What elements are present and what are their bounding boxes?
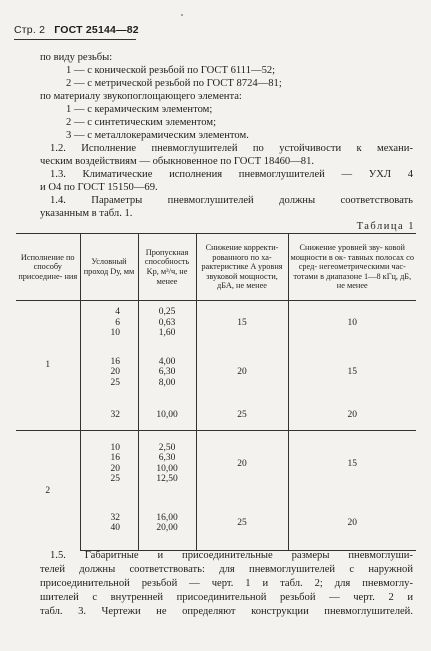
section-1-5-line-2: телей должны соответствовать: для пневмоглушителей с наружной (40, 564, 413, 575)
octave-cell: 15 (288, 431, 416, 497)
header-rule (14, 39, 136, 40)
by-thread-heading: по виду резьбы: (40, 52, 113, 63)
table-row (16, 301, 416, 345)
material-item-2: 2 — с синтетическим элементом; (66, 117, 217, 128)
nominal-bore-cell: 32 40 (80, 497, 138, 551)
nominal-bore-cell: 10 16 20 25 (80, 431, 138, 497)
table-row (16, 431, 416, 497)
section-1-3-line-2: и О4 по ГОСТ 15150—69. (40, 182, 158, 193)
section-1-5-line-4: шителей с внутренней присоединительной резьбой — черт. 2 и (40, 592, 413, 603)
thread-item-2: 2 — с метрической резьбой по ГОСТ 8724—81; (66, 78, 282, 89)
by-material-heading: по материалу звукопоглощающего элемента: (40, 91, 242, 102)
section-1-4-line-1: 1.4. Параметры пневмоглушителей должны соответствовать (50, 195, 413, 206)
table-header-row (16, 234, 416, 301)
flow-capacity-cell: 10,00 (138, 401, 196, 431)
page-label: Стр. 2 (14, 24, 46, 36)
flow-capacity-cell: 16,00 20,00 (138, 497, 196, 551)
section-1-5-line-5: табл. 3. Чертежи не определяют конструкции пневмоглушителей. (40, 606, 413, 617)
flow-capacity-cell: 4,00 6,30 8,00 (138, 345, 196, 401)
section-1-3-line-1: 1.3. Климатические исполнения пневмоглушителей — УХЛ 4 (50, 169, 413, 180)
octave-cell: 10 (288, 301, 416, 345)
dba-cell: 25 (196, 401, 288, 431)
material-item-1: 1 — с керамическим элементом; (66, 104, 213, 115)
dba-cell: 20 (196, 345, 288, 401)
flow-capacity-cell: 2,50 6,30 10,00 12,50 (138, 431, 196, 497)
header-nominal-bore: Условный проход Dу, мм (80, 234, 138, 301)
section-1-5-line-1: 1.5. Габаритные и присоединительные размеры пневмоглуши- (50, 550, 413, 561)
header-flow-capacity: Пропускная способность Kр, м³/ч, не менее (138, 234, 196, 301)
flow-capacity-cell: 0,25 0,63 1,60 (138, 301, 196, 345)
page-header (14, 24, 139, 36)
nominal-bore-cell: 16 20 25 (80, 345, 138, 401)
octave-cell: 20 (288, 401, 416, 431)
connection-type-cell: 1 (16, 301, 80, 431)
standard-code: ГОСТ 25144—82 (54, 24, 139, 36)
scan-mark (181, 14, 183, 16)
header-connection-type: Исполнение по способу присоедине- ния (16, 234, 80, 301)
section-1-4-line-2: указанным в табл. 1. (40, 208, 133, 219)
table-caption: Таблица 1 (356, 221, 415, 232)
dba-cell: 15 (196, 301, 288, 345)
section-1-2-line-1: 1.2. Исполнение пневмоглушителей по устойчивости к механи- (50, 143, 413, 154)
parameters-table (16, 233, 416, 551)
connection-type-cell: 2 (16, 431, 80, 551)
thread-item-1: 1 — с конической резьбой по ГОСТ 6111—52; (66, 65, 276, 76)
section-1-2-line-2: ческим воздействиям — обыкновенное по ГОСТ 18460—81. (40, 156, 315, 167)
nominal-bore-cell: 4 6 10 (80, 301, 138, 345)
section-1-5-line-3: присоединительной резьбой — черт. 1 и табл. 2; для пневмоглу- (40, 578, 413, 589)
dba-cell: 20 (196, 431, 288, 497)
header-dba-reduction: Снижение корректи- рованного по ха- рактеристике A уровня звуковой мощности, дБА, не менее (196, 234, 288, 301)
nominal-bore-cell: 32 (80, 401, 138, 431)
dba-cell: 25 (196, 497, 288, 551)
octave-cell: 15 (288, 345, 416, 401)
material-item-3: 3 — с металлокерамическим элементом. (66, 130, 249, 141)
octave-cell: 20 (288, 497, 416, 551)
header-octave-reduction: Снижение уровней зву- ковой мощности в ок- тавных полосах со сред- негеометрическими час- тотами в диапазоне 1—8 кГц, дБ, не менее (288, 234, 416, 301)
